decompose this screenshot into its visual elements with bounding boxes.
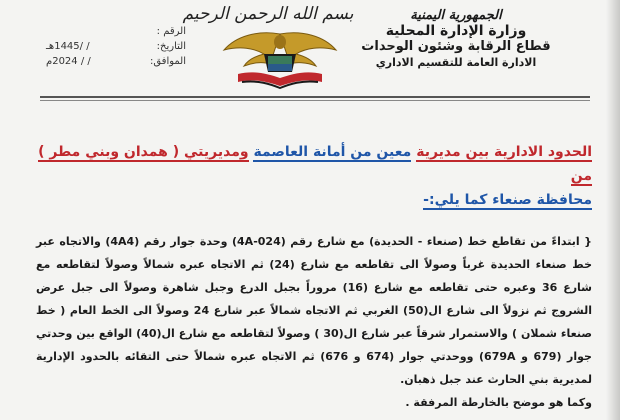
meta-number xyxy=(36,24,186,39)
meta-label: الرقم : xyxy=(156,26,186,37)
subject-governorate: محافظة صنعاء كما يلي:- xyxy=(423,192,592,208)
body-paragraph: { ابتداءً من تقاطع خط (صنعاء - الحديدة) مع شارع رقم (4A-024) وحدة جوار رقم (4A4) والاتجاه عبر خط صنعاء الحديدة غرباً وصولاً الى تقاطعه مع شارع (24) ثم الاتجاه عبره شمالاً وصولاً لتقاطعه مع شارع 36 وعبره حتى تقاطعه مع شارع (16) مروراً بجبل الدرع وجبل شاهرة وصولاً الى جبل عرض الشروج ثم نزولاً الى شارع ال(50) الغربي ثم الاتجاه شمالاً عبر شارع 24 وصولاً الى الخط العام ( خط صنعاء شملان ) والاستمرار شرقاً عبر شارع ال(30 ) وصولاً لتقاطعه مع شارع ال(40) الواقع بين وحدتي جوار (679 و 679A) ووحدتي جوار (674 و 676) ثم الاتجاه عبره شمالاً حتى التقائه بالحدود الإدارية لمديرية بني الحارث عند جبل ذهبان. xyxy=(36,235,592,386)
meta-label: الموافق: xyxy=(149,56,186,67)
page-edge-shadow xyxy=(606,0,620,420)
meta-date xyxy=(36,39,186,54)
meta-label: التاريخ: xyxy=(156,41,186,52)
meta-value: / /1445هـ xyxy=(46,41,90,52)
document-body xyxy=(36,230,592,414)
organization-block xyxy=(346,8,566,69)
org-line-4: الادارة العامة للتقسيم الاداري xyxy=(375,56,537,69)
meta-corresponding xyxy=(36,54,186,69)
body-paragraph: وكما هو موضح بالخارطة المرفقة . xyxy=(405,396,592,409)
basmala: بسم الله الرحمن الرحيم xyxy=(182,4,354,24)
org-line-3: قطاع الرقابة وشئون الوحدات xyxy=(361,39,551,54)
document-meta xyxy=(36,24,186,69)
subject-capital: معين من أمانة العاصمة xyxy=(253,144,412,160)
org-line-2: وزارة الإدارة المحلية xyxy=(385,23,527,39)
header-divider-thin xyxy=(40,100,590,101)
subject-districts: ومديريتي ( همدان وبني مطر ) من xyxy=(38,144,592,184)
subject-heading xyxy=(36,140,592,212)
meta-value: / / 2024م xyxy=(46,56,91,67)
subject-prefix: الحدود الادارية بين مديرية xyxy=(416,144,592,160)
org-line-1: الجمهورية اليمنية xyxy=(410,8,502,23)
header-divider xyxy=(40,96,590,98)
yemen-eagle-emblem-icon xyxy=(218,26,342,94)
